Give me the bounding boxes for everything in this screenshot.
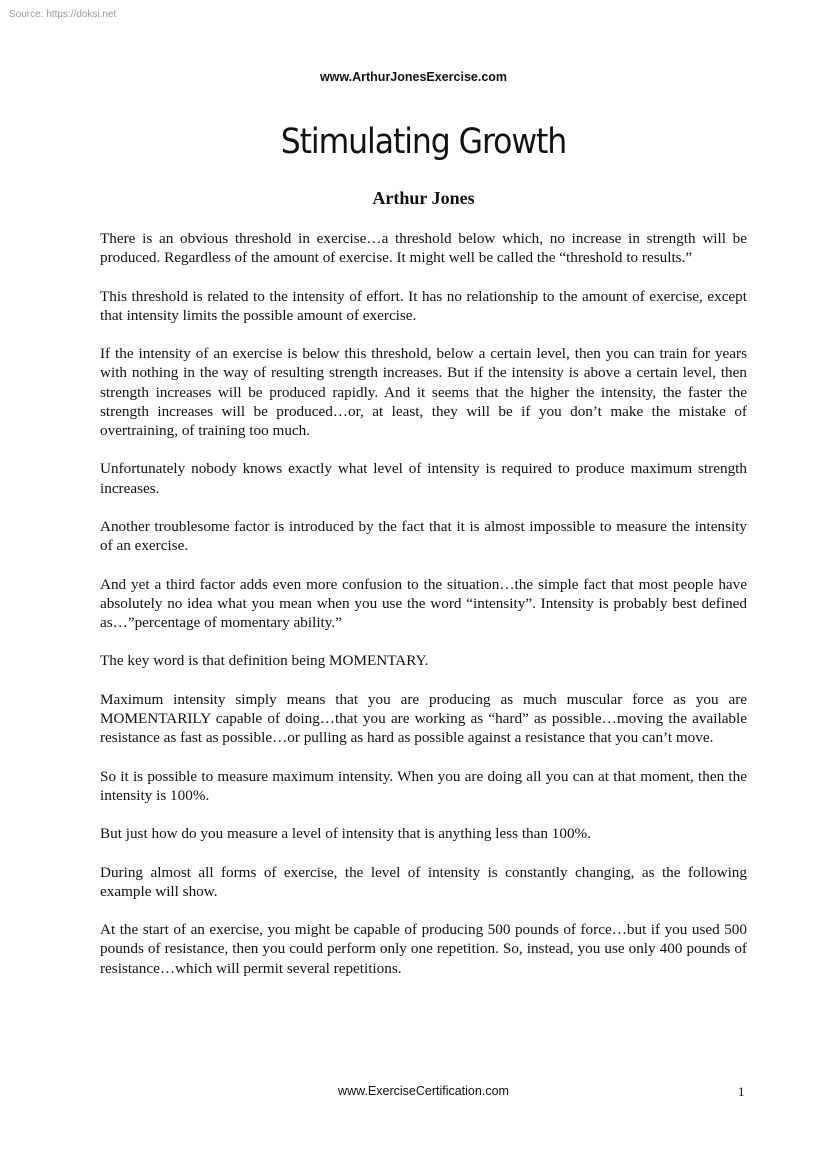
paragraph: Unfortunately nobody knows exactly what level of intensity is required to produce maximum strength increases. — [100, 460, 747, 497]
author-name: Arthur Jones — [372, 188, 475, 208]
paragraph: This threshold is related to the intensity of effort. It has no relationship to the amount of exercise, except that intensity limits the possible amount of exercise. — [100, 287, 747, 324]
page-number: 1 — [738, 1084, 745, 1099]
footer-site-url: www.ExerciseCertification.com — [338, 1084, 509, 1098]
source-note: Source: https://doksi.net — [9, 9, 117, 20]
paragraph: During almost all forms of exercise, the level of intensity is constantly changing, as the following example will show. — [100, 863, 747, 900]
paragraph: So it is possible to measure maximum intensity. When you are doing all you can at that moment, then the intensity is 100%. — [100, 767, 747, 804]
paragraph: Maximum intensity simply means that you are producing as much muscular force as you are MOMENTARILY capable of doing…that you are working as “hard” as possible…moving the available resistance as fast as possible…or pulling as hard as possible against a resistance that you can’t move. — [100, 690, 747, 747]
header-site-url: www.ArthurJonesExercise.com — [319, 70, 508, 84]
paragraph: If the intensity of an exercise is below this threshold, below a certain level, then you can train for years with nothing in the way of resulting strength increases. But if the intensity is above a certain level, then strength increases will be produced rapidly. And it seems that the higher the intensity, the faster the strength increases will be produced…or, at least, they will be if you don’t make the mistake of overtraining, of training too much. — [100, 345, 747, 439]
paragraph: There is an obvious threshold in exercise…a threshold below which, no increase in strength will be produced. Regardless of the amount of exercise. It might well be called the “threshold to results.” — [100, 230, 747, 267]
paragraph: Another troublesome factor is introduced by the fact that it is almost impossible to measure the intensity of an exercise. — [100, 517, 747, 555]
document-title: Stimulating Growth — [280, 122, 567, 162]
body-text — [100, 229, 747, 997]
paragraph: At the start of an exercise, you might be capable of producing 500 pounds of force…but if you used 500 pounds of resistance, then you could perform only one repetition. So, instead, you use only 400 pounds of resistance…which will permit several repetitions. — [100, 921, 747, 977]
paragraph: And yet a third factor adds even more confusion to the situation…the simple fact that most people have absolutely no idea what you mean when you use the word “intensity”. Intensity is probably best defined as…”percentage of momentary ability.” — [100, 575, 747, 631]
paragraph: The key word is that definition being MOMENTARY. — [100, 652, 429, 670]
paragraph: But just how do you measure a level of intensity that is anything less than 100%. — [100, 825, 591, 843]
